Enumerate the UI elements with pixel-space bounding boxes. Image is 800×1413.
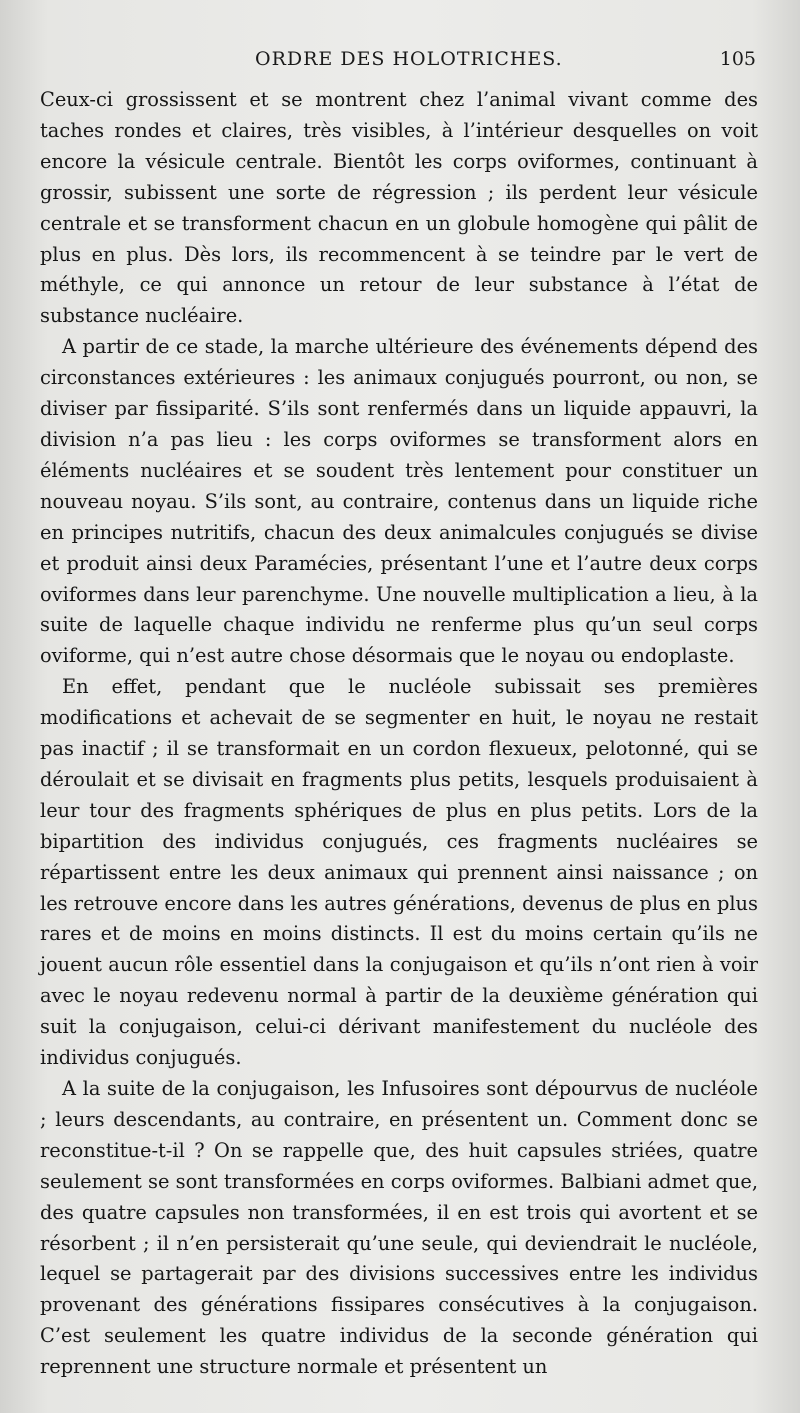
paragraph: A partir de ce stade, la marche ultérieure des événements dépend des circonstances extérieures : les animaux conjugués pourront, ou non, se diviser par fissiparité. S’ils sont renfermés dans un liquide appauvri, la division n’a pas lieu : les corps oviformes se transforment alors en éléments nucléaires et se soudent très lentement pour constituer un nouveau noyau. S’ils sont, au contraire, contenus dans un liquide riche en principes nutritifs, chacun des deux animalcules conjugués se divise et produit ainsi deux Paramécies, présentant l’une et l’autre deux corps oviformes dans leur parenchyme. Une nouvelle multiplication a lieu, à la suite de laquelle chaque individu ne renferme plus qu’un seul corps oviforme, qui n’est autre chose désormais que le noyau ou endoplaste. xyxy=(40,335,758,668)
paragraph: Ceux-ci grossissent et se montrent chez l’animal vivant comme des taches rondes et claires, très visibles, à l’intérieur desquelles on voit encore la vésicule centrale. Bientôt les corps oviformes, continuant à grossir, subissent une sorte de régression ; ils perdent leur vésicule centrale et se transforment chacun en un globule homogène qui pâlit de plus en plus. Dès lors, ils recommencent à se teindre par le vert de méthyle, ce qui annonce un retour de leur substance à l’état de substance nucléaire. xyxy=(40,88,758,328)
paragraph: En effet, pendant que le nucléole subissait ses premières modifications et achevait de se segmenter en huit, le noyau ne restait pas inactif ; il se transformait en un cordon flexueux, pelotonné, qui se déroulait et se divisait en fragments plus petits, lesquels produisaient à leur tour des fragments sphériques de plus en plus petits. Lors de la bipartition des individus conjugués, ces fragments nucléaires se répartissent entre les deux animaux qui prennent ainsi naissance ; on les retrouve encore dans les autres générations, devenus de plus en plus rares et de moins en moins distincts. Il est du moins certain qu’ils ne jouent aucun rôle essentiel dans la conjugaison et qu’ils n’ont rien à voir avec le noyau redevenu normal à partir de la deuxième génération qui suit la conjugaison, celui-ci dérivant manifestement du nucléole des individus conjugués. xyxy=(40,675,758,1070)
running-title: ORDRE DES HOLOTRICHES. xyxy=(255,48,563,70)
page-header xyxy=(40,44,760,76)
body-text xyxy=(40,85,758,1383)
page-number: 105 xyxy=(719,48,756,70)
paragraph: A la suite de la conjugaison, les Infusoires sont dépourvus de nucléole ; leurs descendants, au contraire, en présentent un. Comment donc se reconstitue-t-il ? On se rappelle que, des huit capsules striées, quatre seulement se sont transformées en corps oviformes. Balbiani admet que, des quatre capsules non transformées, il en est trois qui avortent et se résorbent ; il n’en persisterait qu’une seule, qui deviendrait le nucléole, lequel se partagerait par des divisions successives entre les individus provenant des générations fissipares consécutives à la conjugaison. C’est seulement les quatre individus de la seconde génération qui reprennent une structure normale et présentent un xyxy=(40,1077,758,1379)
